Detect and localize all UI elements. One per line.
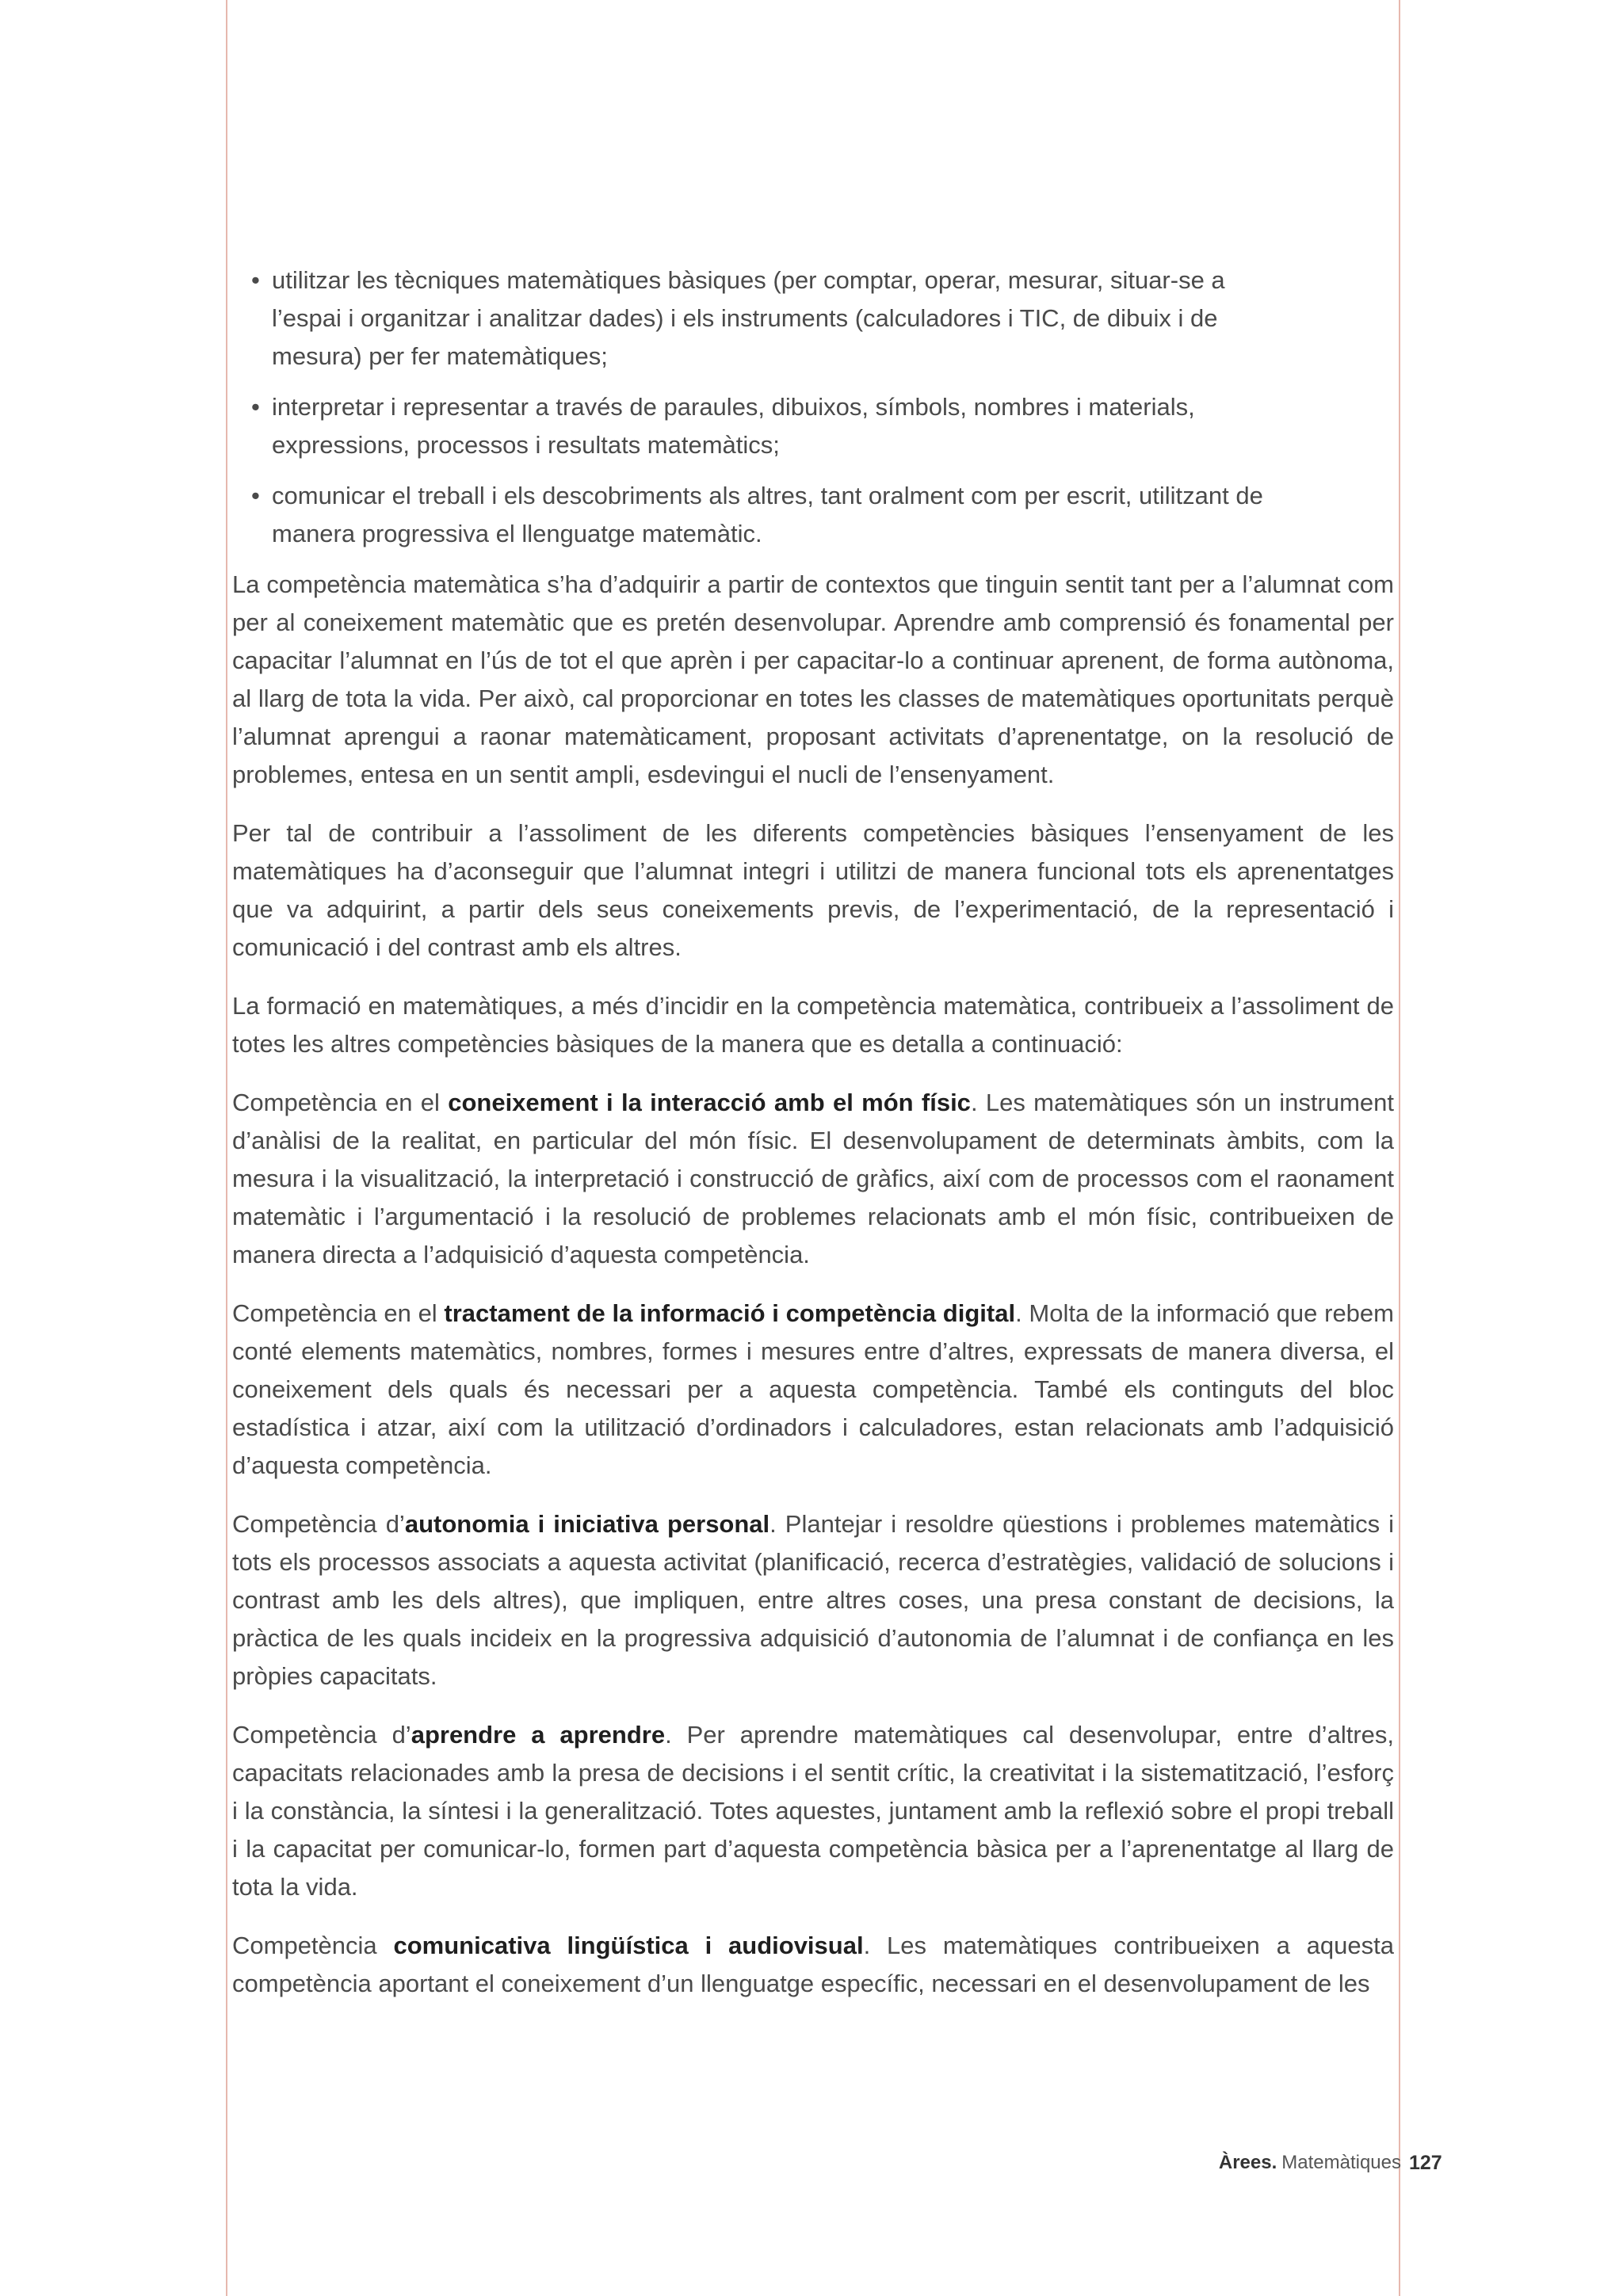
right-margin-rule <box>1399 0 1400 2296</box>
competency-prefix: Competència <box>232 1932 394 1959</box>
running-footer <box>1219 2141 1401 2185</box>
page-body <box>232 261 1394 2023</box>
paragraph-competencia-matematica: La competència matemàtica s’ha d’adquirir a partir de contextos que tinguin sentit tant per a l’alumnat com per al coneixement matemàtic que es pretén desenvolupar. Aprendre amb comprensió és fonamental per capacitar l’alumnat en l’ús de tot el que aprèn i per capacitar-lo a continuar aprenent, de forma autònoma, al llarg de tota la vida. Per això, cal proporcionar en totes les classes de matemàtiques oportunitats perquè l’alumnat aprengui a raonar matemàticament, proposant activitats d’aprenentatge, on la resolució de problemes, entesa en un sentit ampli, esdevingui el nucli de l’ensenyament. <box>232 570 1394 788</box>
competency-heading: coneixement i la interacció amb el món físic <box>448 1089 971 1116</box>
list-item: • utilitzar les tècniques matemàtiques bàsiques (per comptar, operar, mesurar, situar-se a l’espai i organitzar i analitzar dades) i els instruments (calculadores i TIC, de dibuix i de mesura) per fer matemàtiques; <box>272 261 1394 376</box>
competency-prefix: Competència en el <box>232 1089 449 1116</box>
paragraph-competencia-autonomia <box>232 1505 1394 1695</box>
competency-text: . Les matemàtiques contribueixen a aquesta competència aportant el coneixement d’un llenguatge específic, necessari en el desenvolupament de les <box>232 1932 1394 1997</box>
competency-heading: comunicativa lingüística i audiovisual <box>393 1932 864 1959</box>
footer-subject: Matemàtiques <box>1281 2152 1401 2173</box>
page-number: 127 <box>1409 2151 1442 2174</box>
bullet-list <box>232 261 1394 553</box>
left-margin-rule <box>226 0 227 2296</box>
competency-heading: autonomia i iniciativa personal <box>404 1510 770 1538</box>
competency-text: . Plantejar i resoldre qüestions i problemes matemàtics i tots els processos associats a aquesta activitat (planificació, recerca d’estratègies, validació de solucions i contrast amb les dels altres), que impliquen, entre altres coses, una presa constant de decisions, la pràctica de les quals incideix en la progressiva adquisició d’autonomia de l’alumnat i de confiança en les pròpies capacitats. <box>232 1510 1394 1690</box>
paragraph-competencia-digital <box>232 1295 1394 1485</box>
competency-prefix: Competència d’ <box>232 1721 411 1749</box>
competency-text: . Les matemàtiques són un instrument d’anàlisi de la realitat, en particular del món físic. El desenvolupament de determinats àmbits, com la mesura i la visualització, la interpretació i construcció de gràfics, així com de processos com el raonament matemàtic i l’argumentació i la resolució de problemes relacionats amb el món físic, contribueixen de manera directa a l’adquisició d’aquesta competència. <box>232 1089 1395 1268</box>
competency-text: . Molta de la informació que rebem conté elements matemàtics, nombres, formes i mesures entre d’altres, expressats de manera diversa, el coneixement dels quals és necessari per a aquesta competència. També els continguts del bloc estadística i atzar, així com la utilització d’ordinadors i calculadores, estan relacionats amb l’adquisició d’aquesta competència. <box>232 1299 1394 1479</box>
paragraph-competencia-aprendre <box>232 1716 1394 1906</box>
competency-prefix: Competència d’ <box>232 1510 405 1538</box>
competency-prefix: Competència en el <box>232 1299 445 1327</box>
paragraph-contribuir-assoliment: Per tal de contribuir a l’assoliment de les diferents competències bàsiques l’ensenyament de les matemàtiques ha d’aconseguir que l’alumnat integri i utilitzi de manera funcional tots els aprenentatges que va adquirint, a partir dels seus coneixements previs, de l’experimentació, de la representació i comunicació i del contrast amb els altres. <box>232 819 1394 961</box>
competency-heading: tractament de la informació i competència digital <box>444 1299 1016 1327</box>
competency-heading: aprendre a aprendre <box>411 1721 666 1749</box>
list-item: • comunicar el treball i els descobriments als altres, tant oralment com per escrit, utilitzant de manera progressiva el llenguatge matemàtic. <box>272 477 1394 553</box>
paragraph-competencia-comunicativa <box>232 1927 1394 2003</box>
paragraph-formacio-matematiques: La formació en matemàtiques, a més d’incidir en la competència matemàtica, contribueix a l’assoliment de totes les altres competències bàsiques de la manera que es detalla a continuació: <box>232 992 1394 1058</box>
list-item: • interpretar i representar a través de paraules, dibuixos, símbols, nombres i materials, expressions, processos i resultats matemàtics; <box>272 388 1394 464</box>
competency-text: . Per aprendre matemàtiques cal desenvolupar, entre d’altres, capacitats relacionades amb la presa de decisions i el sentit crític, la creativitat i la sistematització, l’esforç i la constància, la síntesi i la generalització. Totes aquestes, juntament amb la reflexió sobre el propi treball i la capacitat per comunicar-lo, formen part d’aquesta competència bàsica per a l’aprenentatge al llarg de tota la vida. <box>232 1721 1394 1901</box>
footer-section-label: Àrees. <box>1218 2152 1277 2173</box>
paragraph-competencia-mon-fisic <box>232 1084 1394 1274</box>
